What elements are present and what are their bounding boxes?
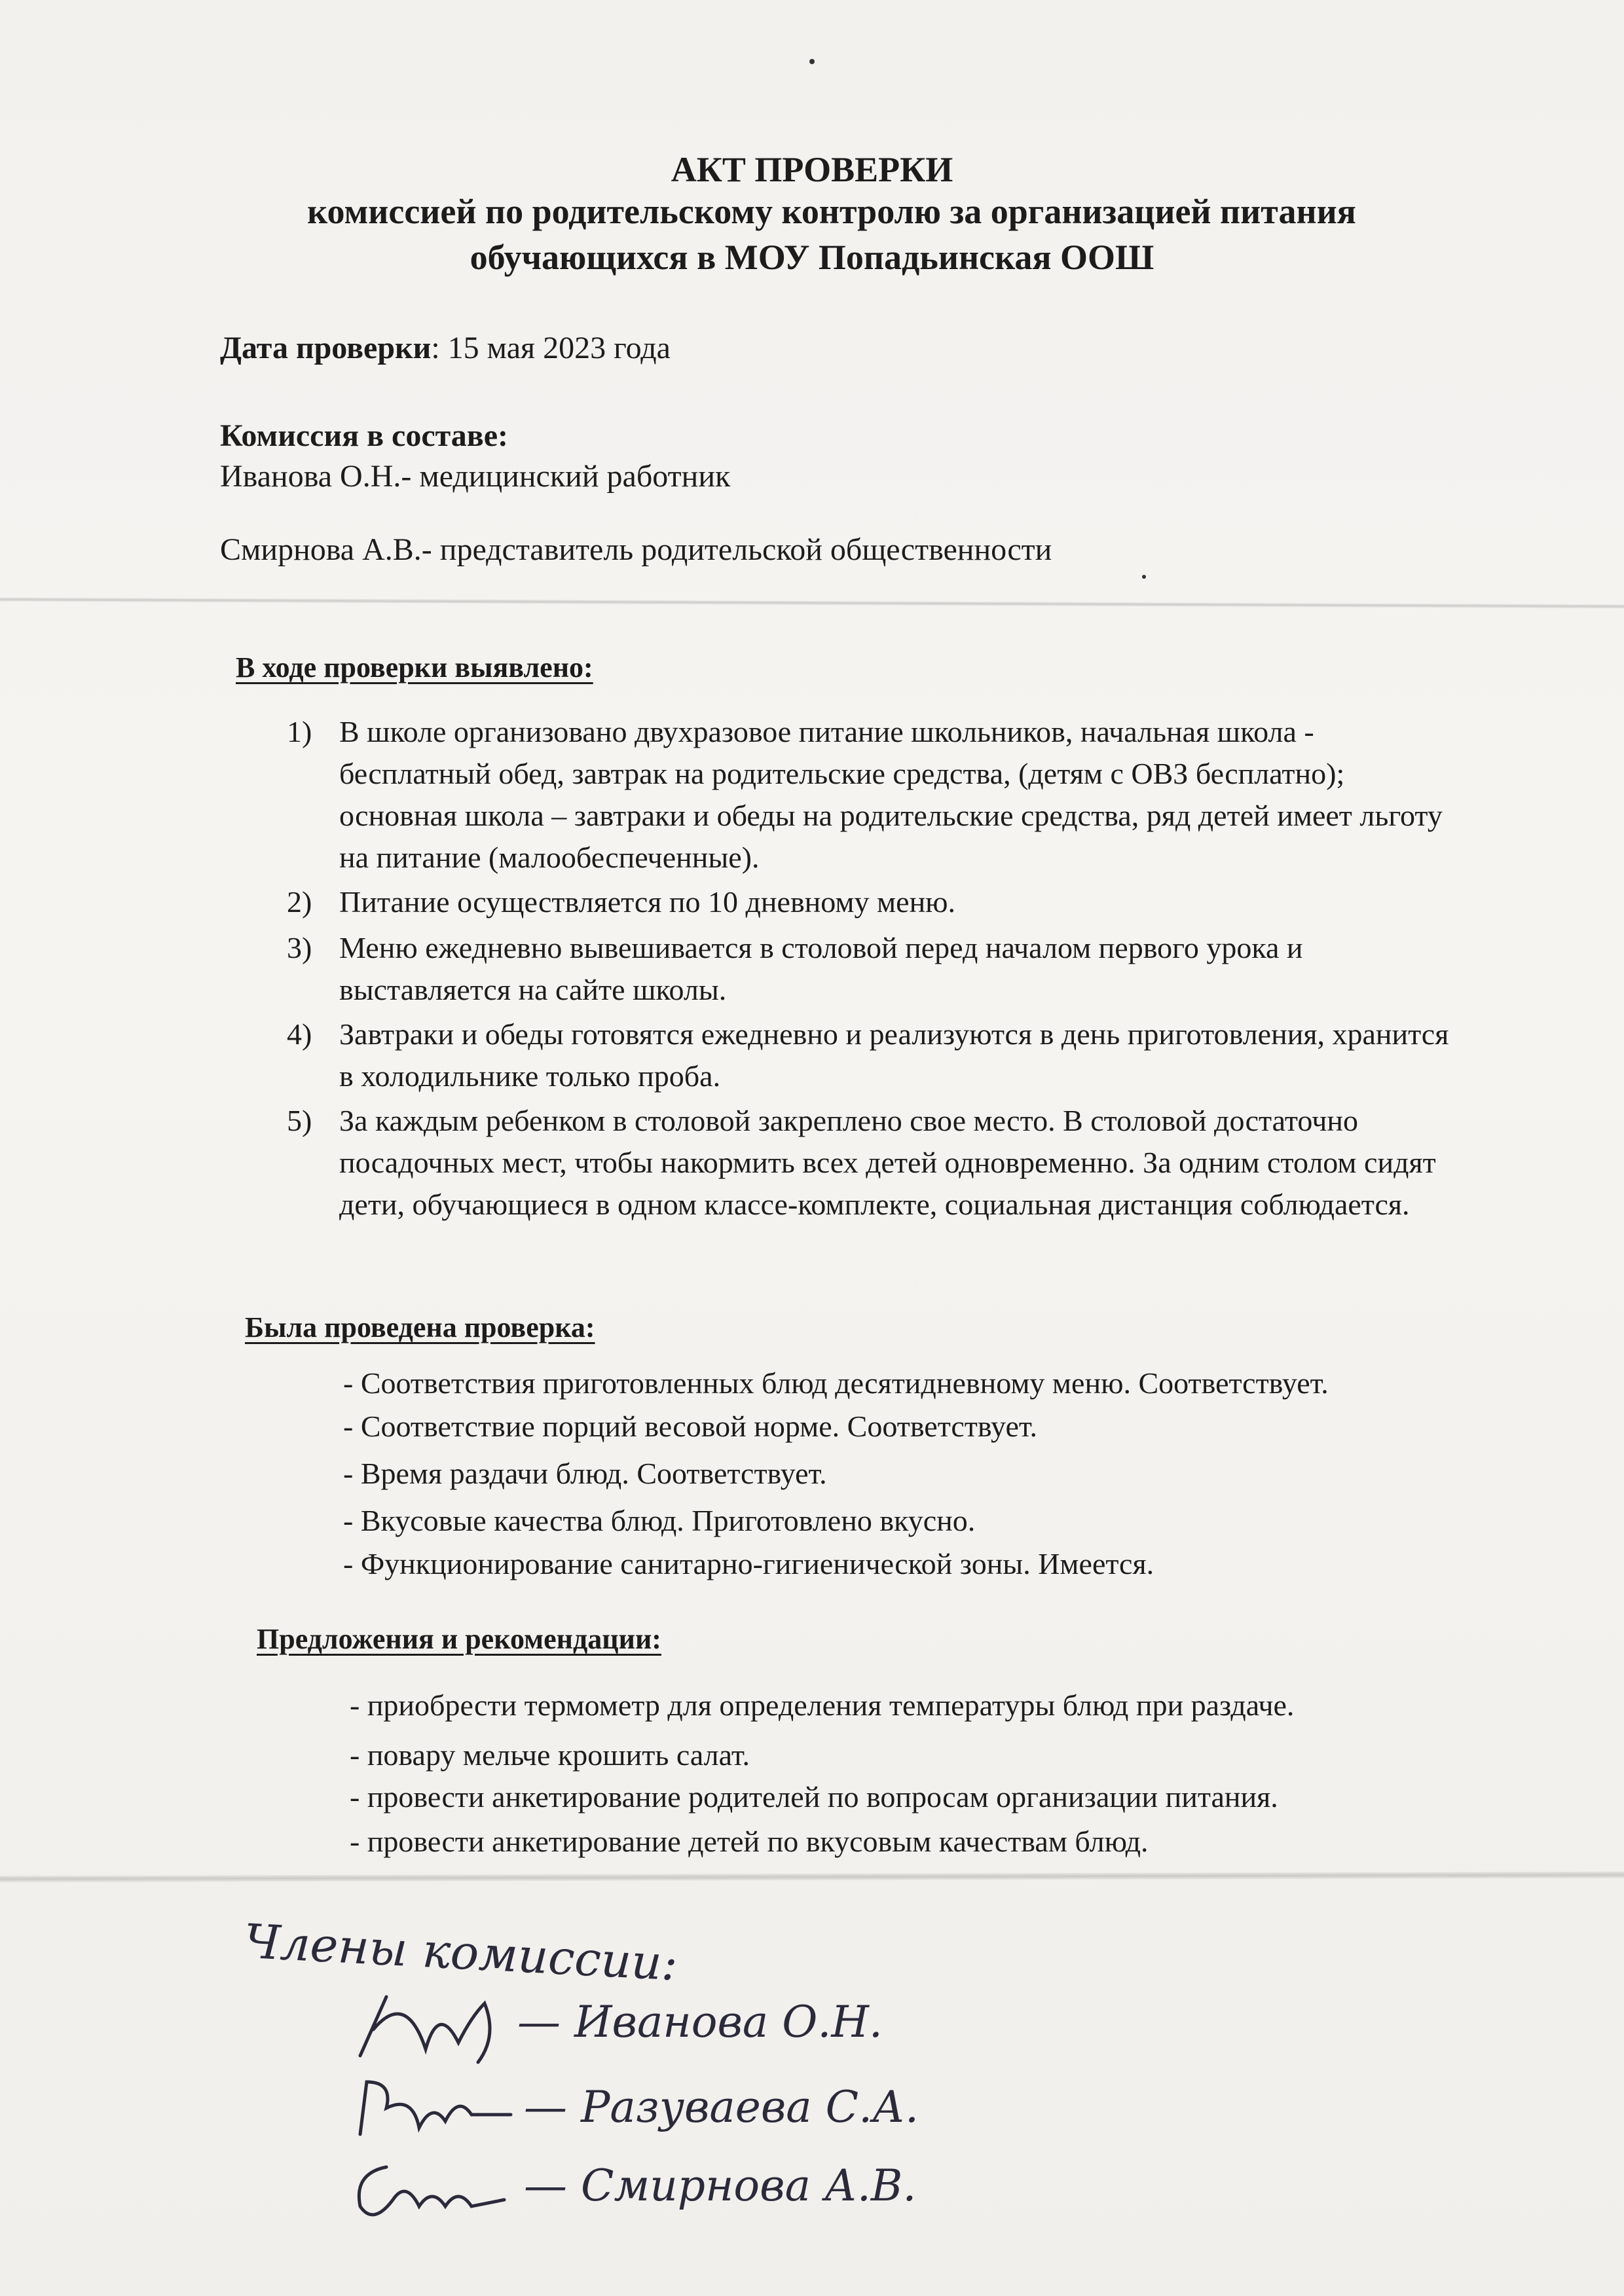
handwritten-signature-icon (347, 2147, 517, 2232)
item-text: В школе организовано двухразовое питание школьников, начальная школа - бесплатный обед, завтрак на родительские средства, (детям с ОВЗ бесплатно); основная школа – завтраки и обеды на родительские средства, ряд детей имеет льготу на питание (малообеспеченные). (339, 715, 1443, 874)
paper-fold-line (0, 1872, 1624, 1882)
signature-row (347, 2147, 1067, 2232)
item-text: Меню ежедневно вывешивается в столовой перед началом первого урока и выставляется на сайте школы. (339, 931, 1303, 1006)
found-heading: В ходе проверки выявлено: (236, 651, 593, 683)
scan-speck (1142, 575, 1146, 579)
date-label: Дата проверки (220, 331, 432, 365)
scan-speck (809, 59, 815, 64)
document-subtitle: комиссией по родительскому контролю за организацией питания (307, 192, 1356, 231)
signatures-heading: Члены комиссии: (242, 1913, 679, 1992)
check-item: - Соответствия приготовленных блюд десятидневному меню. Соответствует. (343, 1366, 1329, 1400)
check-item: - Соответствие порций весовой норме. Соответствует. (343, 1410, 1037, 1443)
rec-item: - приобрести термометр для определения температуры блюд при раздаче. (350, 1688, 1295, 1722)
paper-fold-line (0, 598, 1624, 609)
signature-name: — Смирнова А.В. (524, 2160, 917, 2211)
item-number: 1) (287, 715, 312, 748)
rec-item: - провести анкетирование детей по вкусовым качествам блюд. (350, 1825, 1149, 1858)
check-item: - Время раздачи блюд. Соответствует. (343, 1457, 827, 1490)
document-title: АКТ ПРОВЕРКИ (671, 150, 953, 189)
commission-member: Иванова О.Н.- медицинский работник (220, 459, 731, 494)
item-text: Завтраки и обеды готовятся ежедневно и реализуются в день приготовления, хранится в холодильнике только проба. (339, 1017, 1449, 1093)
handwritten-signature-icon (347, 1977, 517, 2075)
commission-label: Комиссия в составе: (220, 418, 508, 453)
item-number: 5) (287, 1104, 312, 1137)
check-heading: Была проведена проверка: (245, 1311, 595, 1343)
check-item: - Вкусовые качества блюд. Приготовлено вкусно. (343, 1504, 976, 1537)
item-number: 3) (287, 931, 312, 964)
item-text: За каждым ребенком в столовой закреплено свое место. В столовой достаточно посадочных мест, чтобы накормить всех детей одновременно. За одним столом сидят дети, обучающиеся в одном классе-комплекте, социальная дистанция соблюдается. (339, 1104, 1436, 1221)
rec-item: - повару мельче крошить салат. (350, 1738, 750, 1772)
signature-name: — Иванова О.Н. (517, 1997, 883, 2047)
signature-row (347, 2069, 1067, 2154)
inspection-date (220, 329, 671, 368)
rec-heading: Предложения и рекомендации: (257, 1623, 661, 1655)
item-number: 2) (287, 885, 312, 919)
commission-member: Смирнова А.В.- представитель родительской общественности (220, 532, 1052, 567)
item-number: 4) (287, 1017, 312, 1051)
signature-row (347, 1977, 1067, 2075)
document-subtitle: обучающихся в МОУ Попадьинская ООШ (470, 238, 1154, 277)
check-item: - Функционирование санитарно-гигиенической зоны. Имеется. (343, 1547, 1154, 1580)
signature-name: — Разуваева С.А. (524, 2082, 919, 2132)
item-text: Питание осуществляется по 10 дневному меню. (339, 885, 956, 919)
rec-item: - провести анкетирование родителей по вопросам организации питания. (350, 1780, 1278, 1813)
date-value: : 15 мая 2023 года (431, 331, 671, 365)
handwritten-signature-icon (347, 2069, 517, 2154)
